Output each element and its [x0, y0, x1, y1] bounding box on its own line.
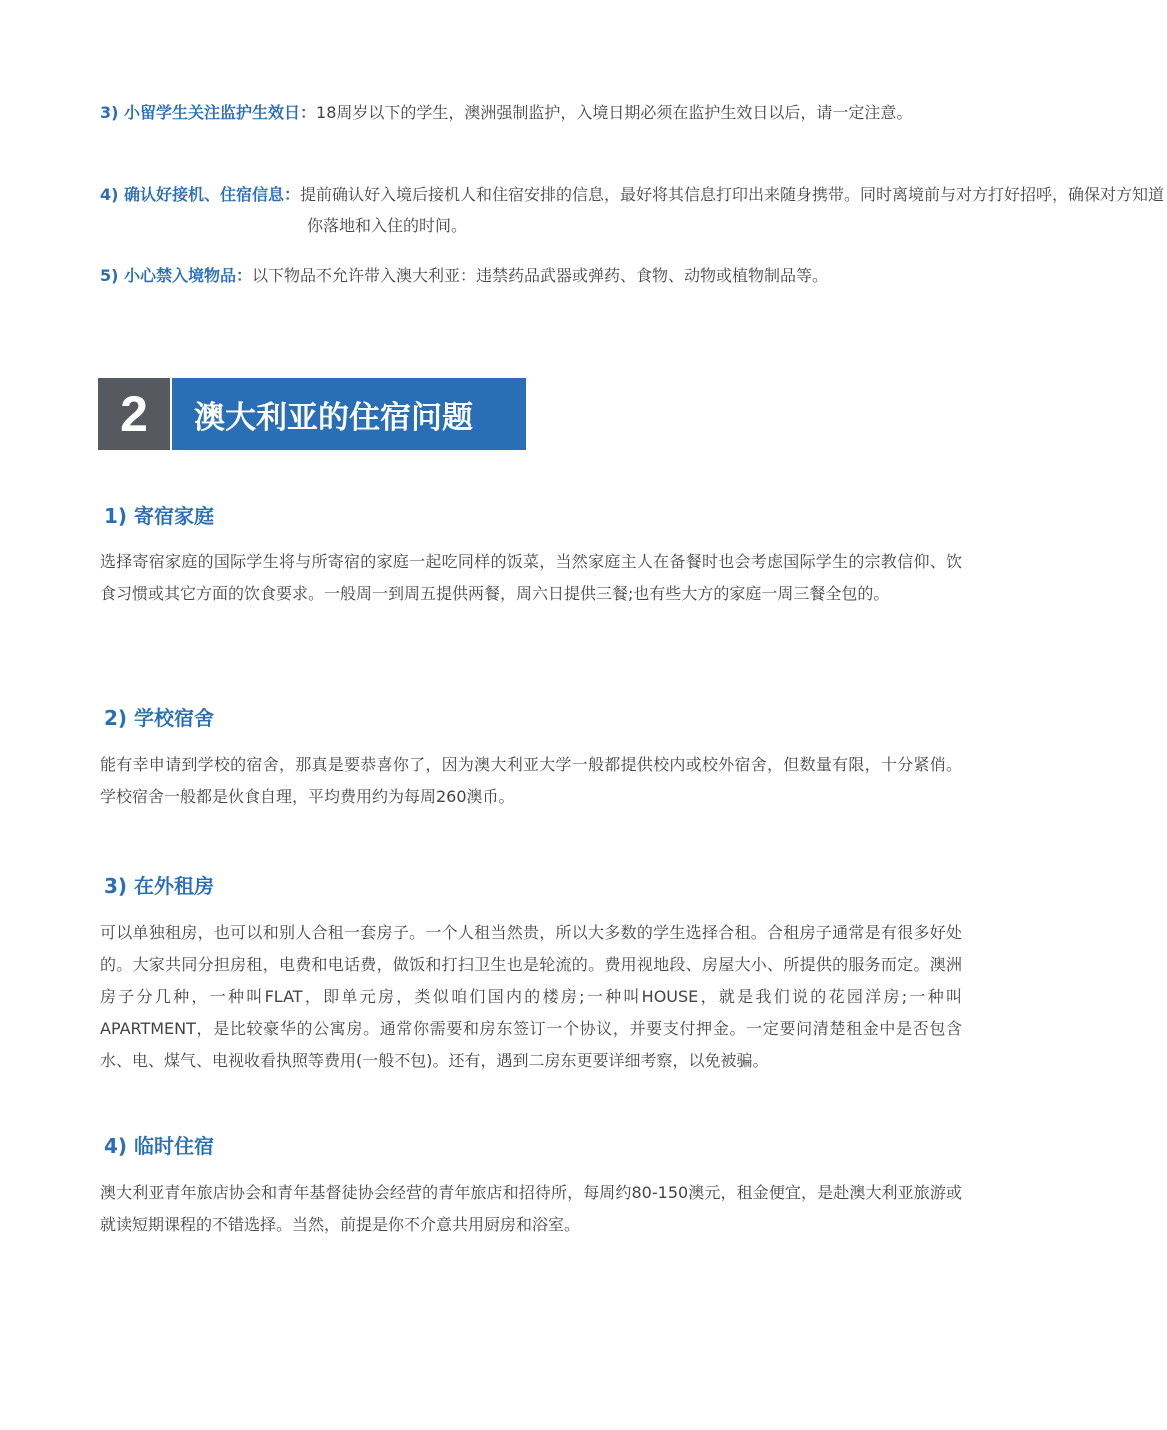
- section-title-box: [172, 378, 526, 450]
- subsection-heading-renting: 3) 在外租房: [104, 874, 215, 898]
- tip-label: 5) 小心禁入境物品：: [100, 266, 253, 285]
- subsection-body-temporary: 澳大利亚青年旅店协会和青年基督徒协会经营的青年旅店和招待所，每周约80-150澳元，租金便宜，是赴澳大利亚旅游或就读短期课程的不错选择。当然，前提是你不介意共用厨房和浴室。: [100, 1183, 962, 1234]
- tip-label: 4) 确认好接机、住宿信息：: [100, 185, 301, 204]
- subsection-body-renting: 可以单独租房，也可以和别人合租一套房子。一个人租当然贵，所以大多数的学生选择合租。合租房子通常是有很多好处的。大家共同分担房租，电费和电话费，做饭和打扫卫生也是轮流的。费用视地段、房屋大小、所提供的服务而定。澳洲房子分几种，一种叫FLAT，即单元房，类似咱们国内的楼房;一种叫HOUSE，就是我们说的花园洋房;一种叫APARTMENT，是比较豪华的公寓房。通常你需要和房东签订一个协议，并要支付押金。一定要问清楚租金中是否包含水、电、煤气、电视收看执照等费用(一般不包)。还有，遇到二房东更要详细考察，以免被骗。: [100, 923, 962, 1070]
- tip-text: 18周岁以下的学生，澳洲强制监护，入境日期必须在监护生效日以后，请一定注意。: [316, 103, 913, 122]
- subsection-heading-homestay: 1) 寄宿家庭: [104, 504, 215, 528]
- subsection-heading-temporary: 4) 临时住宿: [104, 1134, 215, 1158]
- tip-prohibited-items: [100, 260, 960, 291]
- tip-label: 3) 小留学生关注监护生效日：: [100, 103, 317, 122]
- tip-confirm-pickup-accommodation: [100, 179, 1167, 241]
- tip-text: 以下物品不允许带入澳大利亚：违禁药品武器或弹药、食物、动物或植物制品等。: [252, 266, 829, 285]
- section-title: 澳大利亚的住宿问题: [194, 399, 473, 436]
- section-number: 2: [98, 378, 170, 450]
- tip-guardian-effective-date: [100, 97, 960, 128]
- section-header: [98, 378, 526, 450]
- tip-text: 提前确认好入境后接机人和住宿安排的信息，最好将其信息打印出来随身携带。同时离境前与对方打好招呼，确保对方知道你落地和入住的时间。: [300, 185, 1165, 235]
- subsection-body-dormitory: 能有幸申请到学校的宿舍，那真是要恭喜你了，因为澳大利亚大学一般都提供校内或校外宿舍，但数量有限，十分紧俏。学校宿舍一般都是伙食自理，平均费用约为每周260澳币。: [100, 755, 962, 806]
- subsection-heading-dormitory: 2) 学校宿舍: [104, 706, 215, 730]
- subsection-body-homestay: 选择寄宿家庭的国际学生将与所寄宿的家庭一起吃同样的饭菜，当然家庭主人在备餐时也会考虑国际学生的宗教信仰、饮食习惯或其它方面的饮食要求。一般周一到周五提供两餐，周六日提供三餐;也有些大方的家庭一周三餐全包的。: [100, 552, 962, 603]
